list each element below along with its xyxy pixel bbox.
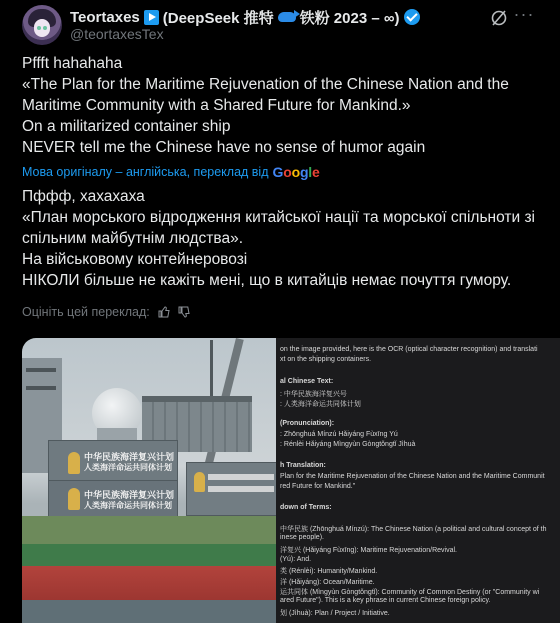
ocr-line: 划 (Jìhuà): Plan / Project / Initiative. <box>280 610 390 617</box>
tweet-line: «The Plan for the Maritime Rejuvenation of the Chinese Nation and the <box>22 76 509 93</box>
container-text-bottom-2: 人类海洋命运共同体计划 <box>84 501 172 510</box>
ocr-line: 中华民族 (Zhōnghuá Mínzú): The Chinese Nation (a political and cultural concept of th <box>280 526 547 533</box>
google-logo: Google <box>272 164 320 180</box>
ocr-line: Plan for the Maritime Rejuvenation of the Chinese Nation and the Maritime Communit <box>280 473 545 480</box>
tweet-line: NEVER tell me the Chinese have no sense of humor again <box>22 139 426 156</box>
translation-meta-label[interactable]: Мова оригіналу – англійська, переклад від <box>22 165 269 179</box>
ocr-line: on the image provided, here is the OCR (optical character recognition) and translati <box>280 346 538 353</box>
translated-line: «План морського відродження китайської нації та морської спільноти зі <box>22 209 535 226</box>
author-name-suffix-2: 铁粉 2023 – ∞) <box>299 9 400 27</box>
container-text-top: 中华民族海洋复兴计划 <box>84 452 175 462</box>
tweet-line: Maritime Community with a Shared Future for Mankind.» <box>22 97 411 114</box>
grok-icon[interactable] <box>490 9 508 27</box>
author-name[interactable]: Teortaxes <box>70 8 140 26</box>
translated-line: На військовому контейнеровозі <box>22 251 248 268</box>
translated-line: спільним майбутнім людства». <box>22 230 244 247</box>
ocr-line: al Chinese Text: <box>280 378 334 385</box>
whale-icon <box>278 12 296 22</box>
container-text-top-2: 人类海洋命运共同体计划 <box>84 463 172 472</box>
ocr-line: inese people). <box>280 534 324 541</box>
ocr-line: 洋复兴 (Hǎiyáng Fùxīng): Maritime Rejuvenation/Revival. <box>280 547 458 554</box>
tweet-text <box>22 53 542 158</box>
translated-line: Пффф, хахахаха <box>22 188 145 205</box>
ocr-line: : Rénlèi Hǎiyáng Mìngyùn Gòngtǒngtǐ Jìhuà <box>280 441 416 448</box>
tweet-line: Pffft hahahaha <box>22 55 123 72</box>
ocr-line: : 人类海洋命运共同体计划 <box>280 401 361 408</box>
avatar[interactable] <box>22 5 62 45</box>
ocr-line: : 中华民族海洋复兴号 <box>280 391 347 398</box>
ocr-line: 类 (Rénlèi): Humanity/Mankind. <box>280 568 378 575</box>
translation-meta[interactable] <box>22 164 320 180</box>
rate-translation-row <box>22 305 190 319</box>
ocr-line: 洋 (Hǎiyáng): Ocean/Maritime. <box>280 579 375 586</box>
media-image[interactable] <box>22 338 560 623</box>
rate-translation-label: Оцініть цей переклад: <box>22 305 150 319</box>
ocr-line: h Translation: <box>280 462 326 469</box>
ocr-line: : Zhōnghuá Mínzú Hǎiyáng Fùxīng Yú <box>280 431 398 438</box>
translated-text <box>22 186 542 291</box>
ocr-line: xt on the shipping containers. <box>280 356 372 363</box>
thumbs-down-icon[interactable] <box>178 306 190 318</box>
ocr-line: down of Terms: <box>280 504 332 511</box>
ocr-line: (Yú): And. <box>280 556 312 563</box>
ship-photo <box>22 338 276 623</box>
container-text-bottom: 中华民族海洋复兴计划 <box>84 490 175 500</box>
ocr-line: (Pronunciation): <box>280 420 335 427</box>
ocr-line: 运共同体 (Mìngyùn Gòngtǒngtǐ): Community of Common Destiny (or "Community wi <box>280 589 540 596</box>
translated-line: НІКОЛИ більше не кажіть мені, що в китайців немає почуття гумору. <box>22 272 512 289</box>
ocr-line: ared Future"). This is a key phrase in current Chinese foreign policy. <box>280 597 491 604</box>
ocr-screenshot <box>276 338 560 623</box>
more-options-icon[interactable]: ··· <box>513 4 535 24</box>
ocr-line: red Future for Mankind." <box>280 483 356 490</box>
author-name-row[interactable] <box>70 7 420 27</box>
play-icon <box>144 10 159 25</box>
thumbs-up-icon[interactable] <box>158 306 170 318</box>
author-handle[interactable]: @teortaxesTex <box>70 26 164 42</box>
tweet-line: On a militarized container ship <box>22 118 231 135</box>
verified-badge-icon <box>404 9 420 25</box>
author-name-suffix: (DeepSeek 推特 <box>162 9 274 27</box>
